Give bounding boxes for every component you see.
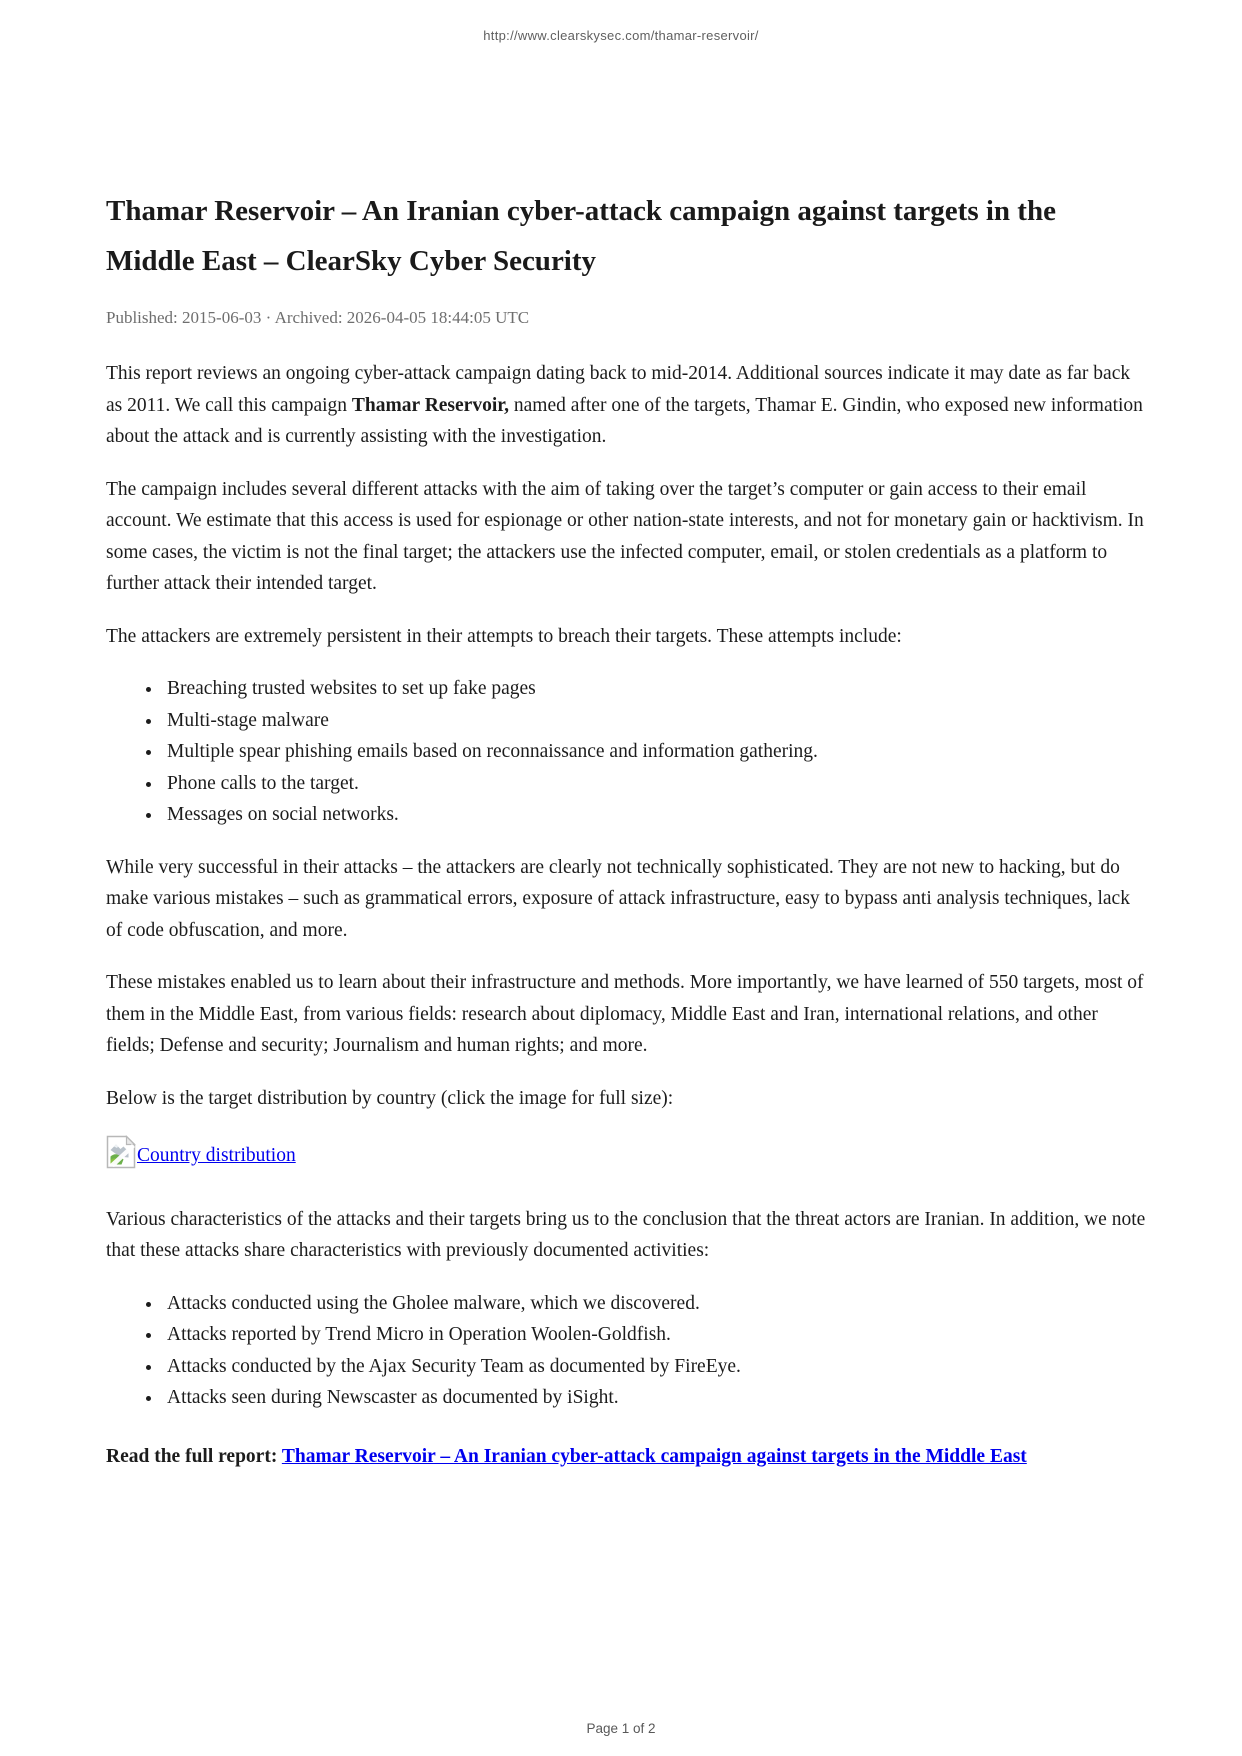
paragraph-mistakes: While very successful in their attacks – the attackers are clearly not technically sophisticated. They are not new to hacking, but do make various mistakes – such as grammatical errors, exposure of attack infrastructure, easy to bypass anti analysis techniques, lack of code obfuscation, and more. xyxy=(106,856,1130,941)
list-item: • Attacks conducted using the Gholee malware, which we discovered. xyxy=(163,1288,1146,1320)
paragraph-intro xyxy=(106,358,1146,453)
broken-image-icon xyxy=(106,1135,136,1180)
paragraph-attempts-lead: The attackers are extremely persistent in their attempts to breach their targets. These attempts include: xyxy=(106,625,902,647)
archived-page-url: http://www.clearskysec.com/thamar-reservoir/ xyxy=(483,28,759,43)
article-body xyxy=(106,186,1146,1472)
list-item: • Attacks conducted by the Ajax Security Team as documented by FireEye. xyxy=(163,1351,1146,1383)
list-item: • Attacks seen during Newscaster as documented by iSight. xyxy=(163,1382,1146,1414)
list-item: • Attacks reported by Trend Micro in Operation Woolen-Goldfish. xyxy=(163,1319,1146,1351)
paragraph-campaign: The campaign includes several different attacks with the aim of taking over the target’s computer or gain access to their email account. We estimate that this access is used for espionage or other nation-state interests, and not for monetary gain or hacktivism. In some cases, the victim is not the final target; the attackers use the infected computer, email, or stolen credentials as a platform to further attack their intended target. xyxy=(106,478,1144,594)
paragraph-intro-text-after: named after one of the targets, Thamar E. Gindin, who exposed new information about the attack and is currently assisting with the investigation. xyxy=(106,394,1143,447)
campaign-name-bold: Thamar Reservoir, xyxy=(351,394,509,416)
list-item: • Breaching trusted websites to set up fake pages xyxy=(163,673,1146,705)
read-full-report-label: Read the full report: xyxy=(106,1445,282,1467)
page-title: Thamar Reservoir – An Iranian cyber-attack campaign against targets in the Middle East – ClearSky Cyber Security xyxy=(106,195,1056,277)
page-number-footer: Page 1 of 2 xyxy=(586,1721,656,1736)
related-activities-list xyxy=(106,1288,1146,1414)
paragraph-distribution-lead: Below is the target distribution by country (click the image for full size): xyxy=(106,1087,674,1109)
paragraph-characteristics: Various characteristics of the attacks and their targets bring us to the conclusion that the threat actors are Iranian. In addition, we note that these attacks share characteristics with previously documented activities: xyxy=(106,1208,1146,1261)
list-item: • Messages on social networks. xyxy=(163,799,1146,831)
country-distribution-row xyxy=(106,1135,1146,1180)
country-distribution-link-label: Country distribution xyxy=(137,1145,296,1166)
list-item: • Phone calls to the target. xyxy=(163,768,1146,800)
full-report-link[interactable]: Thamar Reservoir – An Iranian cyber-attack campaign against targets in the Middle East xyxy=(281,1445,1027,1467)
paragraph-intro-text: This report reviews an ongoing cyber-attack campaign dating back to mid-2014. Additional sources indicate it may date as far back as 2011. We call this campaign xyxy=(106,363,1131,416)
read-full-report-line xyxy=(106,1441,1146,1473)
paragraph-targets: These mistakes enabled us to learn about their infrastructure and methods. More importantly, we have learned of 550 targets, most of them in the Middle East, from various fields: research about diplomacy, Middle East and Iran, international relations, and other fields; Defense and security; Journalism and human rights; and more. xyxy=(106,972,1144,1056)
list-item: • Multiple spear phishing emails based on reconnaissance and information gathering. xyxy=(163,736,1146,768)
list-item: • Multi-stage malware xyxy=(163,705,1146,737)
attack-attempts-list xyxy=(106,673,1146,831)
country-distribution-link[interactable] xyxy=(106,1145,296,1166)
published-archived-meta: Published: 2015-06-03 · Archived: 2026-04-05 18:44:05 UTC xyxy=(106,308,530,327)
